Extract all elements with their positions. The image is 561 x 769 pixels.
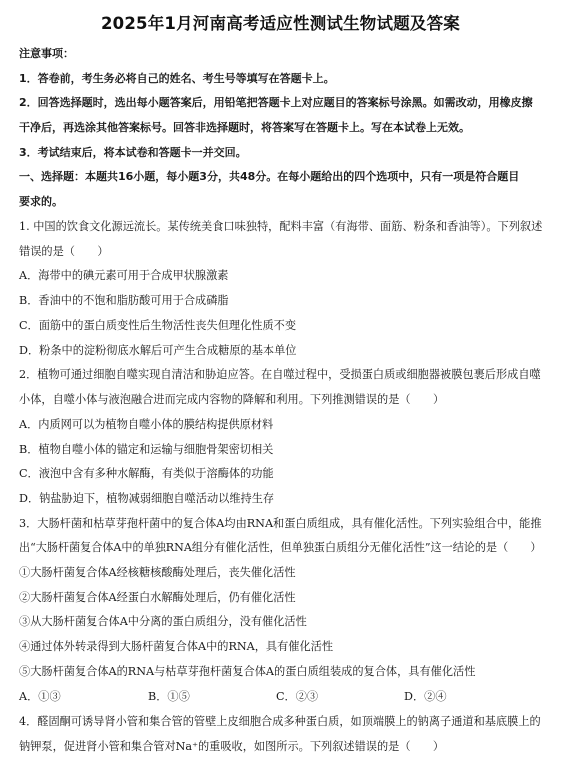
- section-heading: 一、选择题：本题共16小题，每小题3分，共48分。在每小题给出的四个选项中，只有一项是符合题目: [19, 170, 520, 183]
- q4-stem: 4．醛固酮可诱导肾小管和集合管的管壁上皮细胞合成多种蛋白质，如顶端膜上的钠离子通道和基底膜上的: [19, 715, 541, 728]
- q3-stem-cont: 出“大肠杆菌复合体A中的单独RNA组分有催化活性，但单独蛋白质组分无催化活性”这一结论的是（ ）: [19, 541, 542, 554]
- q3-item-1: ①大肠杆菌复合体A经核糖核酸酶处理后，丧失催化活性: [19, 566, 296, 579]
- q2-stem-cont: 小体，自噬小体与液泡融合进而完成内容物的降解和利用。下列推测错误的是（ ）: [19, 393, 445, 406]
- q3-option-c: C．②③: [276, 690, 319, 703]
- q3-item-5: ⑤大肠杆菌复合体A的RNA与枯草芽孢杆菌复合体A的蛋白质组装成的复合体，具有催化活性: [19, 665, 476, 678]
- q2-option-a: A．内质网可以为植物自噬小体的膜结构提供原材料: [19, 418, 274, 431]
- q3-option-a: A．①③: [19, 690, 61, 703]
- q3-item-3: ③从大肠杆菌复合体A中分离的蛋白质组分，没有催化活性: [19, 615, 307, 628]
- q1-option-c: C．面筋中的蛋白质变性后生物活性丧失但理化性质不变: [19, 319, 297, 332]
- page-title: 2025年1月河南高考适应性测试生物试题及答案: [100, 14, 460, 33]
- section-heading-cont: 要求的。: [19, 195, 63, 208]
- q2-option-b: B．植物自噬小体的锚定和运输与细胞骨架密切相关: [19, 443, 274, 456]
- notice-2-cont: 干净后，再选涂其他答案标号。回答非选择题时，将答案写在答题卡上。写在本试卷上无效。: [19, 121, 470, 134]
- q3-item-4: ④通过体外转录得到大肠杆菌复合体A中的RNA，具有催化活性: [19, 640, 334, 653]
- notice-3: 3．考试结束后，将本试卷和答题卡一并交回。: [19, 146, 247, 159]
- q2-option-c: C．液泡中含有多种水解酶，有类似于溶酶体的功能: [19, 467, 274, 480]
- q1-option-a: A．海带中的碘元素可用于合成甲状腺激素: [19, 269, 229, 282]
- q1-option-b: B．香油中的不饱和脂肪酸可用于合成磷脂: [19, 294, 229, 307]
- q3-option-b: B．①⑤: [148, 690, 190, 703]
- q4-stem-cont: 钠钾泵，促进肾小管和集合管对Na⁺的重吸收，如图所示。下列叙述错误的是（ ）: [19, 740, 445, 753]
- notice-2: 2．回答选择题时，选出每小题答案后，用铅笔把答题卡上对应题目的答案标号涂黑。如需改动，用橡皮擦: [19, 96, 533, 109]
- q3-option-d: D．②④: [404, 690, 447, 703]
- q1-option-d: D．粉条中的淀粉彻底水解后可产生合成糖原的基本单位: [19, 344, 297, 357]
- q3-stem: 3．大肠杆菌和枯草芽孢杆菌中的复合体A均由RNA和蛋白质组成，具有催化活性。下列实验组合中，能推: [19, 517, 542, 530]
- q3-item-2: ②大肠杆菌复合体A经蛋白水解酶处理后，仍有催化活性: [19, 591, 296, 604]
- notice-heading: 注意事项：: [19, 47, 74, 60]
- q2-stem: 2．植物可通过细胞自噬实现自清洁和胁迫应答。在自噬过程中，受损蛋白质或细胞器被膜包裹后形成自噬: [19, 368, 541, 381]
- notice-1: 1．答卷前，考生务必将自己的姓名、考生号等填写在答题卡上。: [19, 72, 335, 85]
- q1-stem-cont: 错误的是（ ）: [19, 245, 109, 258]
- q2-option-d: D．钠盐胁迫下，植物减弱细胞自噬活动以维持生存: [19, 492, 275, 505]
- q1-stem: 1. 中国的饮食文化源远流长。某传统美食口味独特，配料丰富（有海带、面筋、粉条和香油等）。下列叙述: [19, 220, 543, 233]
